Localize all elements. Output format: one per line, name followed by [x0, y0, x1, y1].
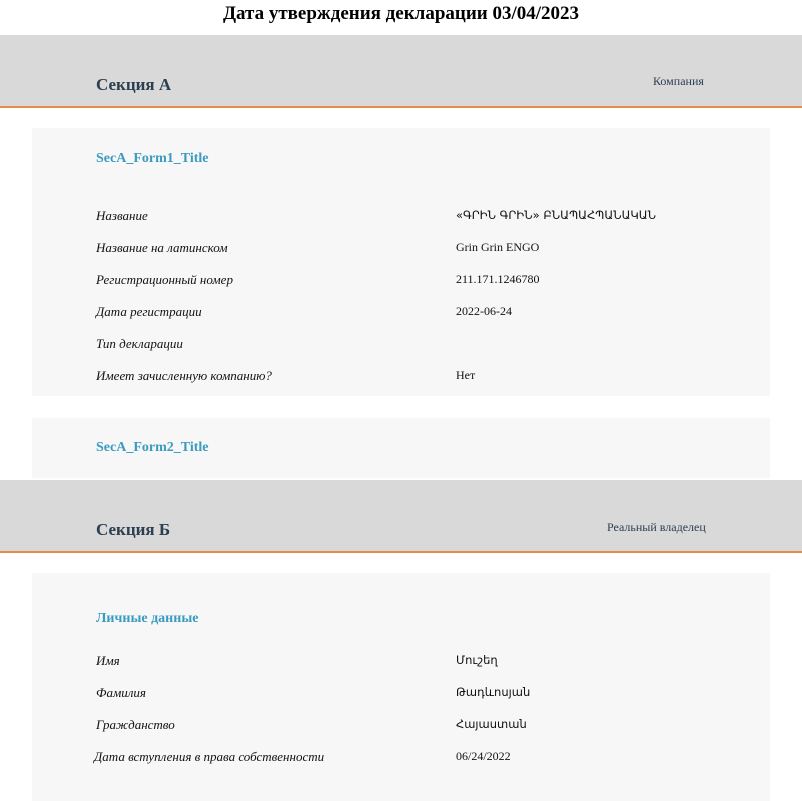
field-label: Гражданство — [96, 717, 175, 732]
field-label: Название — [96, 208, 148, 223]
section-a-header — [0, 35, 802, 108]
field-row-declaration-type — [32, 336, 770, 356]
field-label: Регистрационный номер — [96, 272, 233, 287]
field-value: 211.171.1246780 — [456, 272, 540, 286]
field-row-citizenship — [32, 717, 770, 737]
field-label: Фамилия — [96, 685, 146, 700]
form2-title: SecA_Form2_Title — [96, 440, 209, 455]
field-label: Имеет зачисленную компанию? — [96, 368, 272, 383]
section-b-subtitle: Реальный владелец — [607, 520, 706, 534]
section-a-title: Секция А — [96, 75, 172, 94]
section-a-form2-card — [32, 418, 770, 478]
field-value: Թադևոսյան — [456, 685, 531, 699]
field-row-latin-name — [32, 240, 770, 260]
field-label: Имя — [96, 653, 120, 668]
field-row-registration-date — [32, 304, 770, 324]
section-b-title: Секция Б — [96, 520, 171, 539]
field-row-name — [32, 208, 770, 228]
field-row-ownership-date — [32, 749, 770, 769]
section-b-personal-card — [32, 573, 770, 801]
field-value: Մուշեղ — [456, 653, 498, 667]
field-value: Հայաստան — [456, 717, 527, 731]
field-label: Дата регистрации — [96, 304, 202, 319]
section-b-header — [0, 480, 802, 553]
section-a-form1-card — [32, 128, 770, 396]
field-label: Дата вступления в права собственности — [94, 749, 325, 764]
field-row-registration-number — [32, 272, 770, 292]
field-value: 2022-06-24 — [456, 304, 512, 318]
field-value: «ԳՐԻՆ ԳՐԻՆ» ԲՆԱՊԱՀՊԱՆԱԿԱՆ — [456, 208, 657, 222]
field-label: Тип декларации — [96, 336, 183, 351]
personal-data-title: Личные данные — [96, 611, 199, 626]
field-row-has-company — [32, 368, 770, 388]
form1-title: SecA_Form1_Title — [96, 151, 209, 166]
field-value: Нет — [456, 368, 476, 382]
field-value: 06/24/2022 — [456, 749, 511, 763]
section-a-subtitle: Компания — [653, 74, 704, 88]
page-title: Дата утверждения декларации 03/04/2023 — [222, 3, 580, 24]
field-row-first-name — [32, 653, 770, 673]
field-label: Название на латинском — [96, 240, 228, 255]
field-row-last-name — [32, 685, 770, 705]
field-value: Grin Grin ENGO — [456, 240, 540, 254]
